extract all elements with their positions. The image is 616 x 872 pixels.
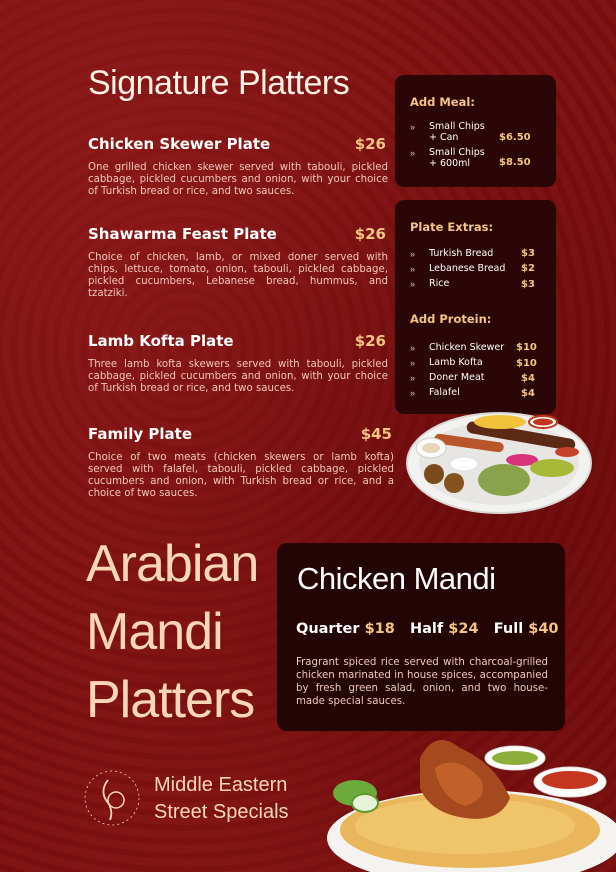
option-label: Turkish Bread: [429, 248, 494, 259]
size-label: Quarter: [296, 621, 360, 637]
option-label-line: + Can: [429, 132, 459, 143]
chicken-mandi-panel: [277, 543, 565, 731]
menu-item: [88, 332, 388, 395]
add-meal-panel: [395, 75, 556, 187]
size-price: $24: [448, 621, 479, 637]
mandi-heading-line: Platters: [86, 671, 255, 729]
chicken-mandi-title: Chicken Mandi: [297, 561, 496, 596]
option-label: Lebanese Bread: [429, 263, 506, 274]
option-price: $6.50: [499, 132, 531, 143]
menu-item: [88, 225, 388, 300]
mandi-heading-line: Arabian: [86, 535, 259, 593]
option-label-line: Small Chips: [429, 121, 485, 132]
option-label: Rice: [429, 278, 450, 289]
bullet: »: [410, 249, 416, 259]
size-label: Half: [410, 621, 444, 637]
footer-tagline: [154, 772, 289, 826]
bullet: »: [410, 122, 416, 132]
option-price: $10: [516, 358, 537, 369]
add-protein-title: Add Protein:: [410, 312, 492, 326]
signature-platters-title: Signature Platters: [88, 64, 350, 102]
menu-item: [88, 135, 388, 198]
bullet: »: [410, 358, 416, 368]
option-price: $3: [521, 279, 535, 290]
option-price: $10: [516, 342, 537, 353]
bullet: »: [410, 264, 416, 274]
option-price: $8.50: [499, 157, 531, 168]
bullet: »: [410, 373, 416, 383]
bullet: »: [410, 148, 416, 158]
option-label: [429, 147, 485, 169]
mandi-heading: [86, 530, 276, 734]
mandi-sizes: [296, 621, 559, 637]
mandi-image: [325, 718, 616, 872]
item-price: $26: [354, 225, 386, 243]
option-price: $2: [521, 263, 535, 274]
item-description: Choice of chicken, lamb, or mixed doner served with chips, lettuce, tomato, onion, tabouli, pickled cabbage, pickled cucumbers, Lebanese bread, hummus, and tzatziki.: [88, 252, 388, 299]
item-name: Lamb Kofta Plate: [88, 332, 234, 350]
item-price: $26: [354, 135, 386, 153]
item-price: $45: [360, 425, 392, 443]
item-description: One grilled chicken skewer served with tabouli, pickled cabbage, pickled cucumbers and onion, with your choice of Turkish bread or rice, and two sauces.: [88, 162, 388, 197]
item-description: Three lamb kofta skewers served with tabouli, pickled cabbage, pickled cucumbers and onion, with your choice of Turkish bread or rice, and two sauces.: [88, 359, 388, 394]
size-label: Full: [493, 621, 524, 637]
option-price: $3: [521, 248, 535, 259]
option-price: $4: [521, 388, 535, 399]
item-description: Choice of two meats (chicken skewers or lamb kofta) served with falafel, tabouli, pickled cabbage, pickled cucumbers and onion, with Turkish bread or rice, and a choice of two sauces.: [88, 452, 394, 499]
bullet: »: [410, 343, 416, 353]
option-label: Chicken Skewer: [429, 342, 505, 353]
menu-item: [88, 425, 394, 500]
bullet: »: [410, 388, 416, 398]
size-price: $18: [364, 621, 395, 637]
item-name: Chicken Skewer Plate: [88, 135, 271, 153]
platter-image: [404, 408, 594, 518]
item-name: Shawarma Feast Plate: [88, 225, 277, 243]
chicken-mandi-description: Fragrant spiced rice served with charcoal-grilled chicken marinated in house spices, accompanied by fresh green salad, onion, and two house-made special sauces.: [296, 657, 548, 707]
option-label-line: Small Chips: [429, 147, 485, 158]
option-label: [429, 121, 485, 143]
add-meal-title: Add Meal:: [410, 95, 475, 109]
size-price: $40: [528, 621, 559, 637]
item-price: $26: [354, 332, 386, 350]
item-name: Family Plate: [88, 425, 193, 443]
mandi-heading-line: Mandi: [86, 603, 223, 661]
option-label: Falafel: [429, 387, 460, 398]
option-label: Lamb Kofta: [429, 357, 483, 368]
plate-extras-title: Plate Extras:: [410, 220, 494, 234]
extras-panel: [395, 200, 556, 414]
option-price: $4: [521, 373, 535, 384]
bullet: »: [410, 279, 416, 289]
footer-line: Street Specials: [154, 801, 289, 823]
option-label-line: + 600ml: [429, 158, 471, 169]
brand-logo-icon: [80, 766, 144, 830]
footer-line: Middle Eastern: [154, 774, 288, 796]
option-label: Doner Meat: [429, 372, 485, 383]
